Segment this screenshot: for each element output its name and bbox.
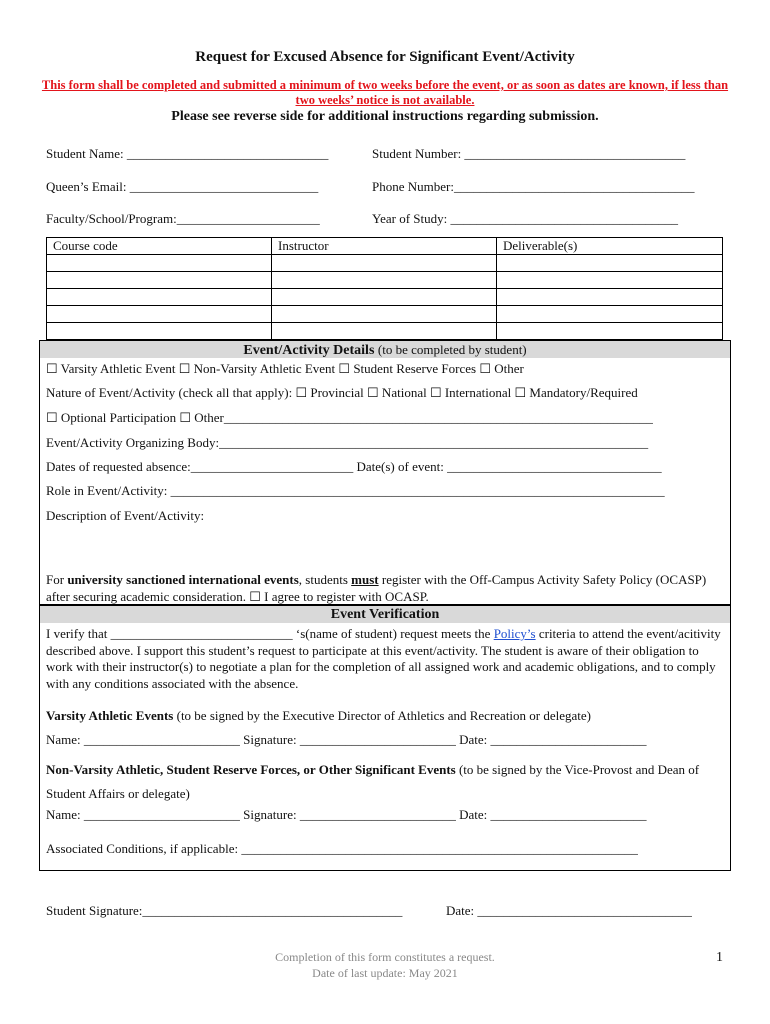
- instructor-header: Instructor: [272, 238, 497, 255]
- course-code-header: Course code: [47, 238, 272, 255]
- footer-line-2: Date of last update: May 2021: [312, 966, 458, 980]
- ocasp-text: , students: [298, 572, 352, 587]
- non-varsity-bold: Non-Varsity Athletic, Student Reserve Forces, or Other Significant Events: [46, 762, 456, 777]
- table-row[interactable]: [47, 255, 723, 272]
- table-cell[interactable]: [497, 323, 723, 340]
- submission-warning: This form shall be completed and submitted a minimum of two weeks before the event, or as soon as dates are known, if less than two weeks’ notice is not available.: [41, 78, 729, 107]
- non-varsity-signature-line[interactable]: Name: ________________________ Signature: ________________________ Date: ________________________: [46, 807, 647, 822]
- table-cell[interactable]: [497, 272, 723, 289]
- deliverables-header: Deliverable(s): [497, 238, 723, 255]
- ocasp-notice[interactable]: [46, 572, 726, 605]
- varsity-events-label: [46, 708, 591, 724]
- table-row[interactable]: [47, 272, 723, 289]
- table-cell[interactable]: [47, 289, 272, 306]
- associated-conditions-field[interactable]: Associated Conditions, if applicable: _____________________________________________________________: [46, 841, 638, 856]
- table-row[interactable]: [47, 306, 723, 323]
- event-type-checkboxes[interactable]: ☐ Varsity Athletic Event ☐ Non-Varsity Athletic Event ☐ Student Reserve Forces ☐ Other: [46, 361, 524, 376]
- phone-number-field[interactable]: Phone Number:_____________________________________: [372, 179, 695, 194]
- non-varsity-note: (to be signed by the Vice-Provost and Dean of Student Affairs or delegate): [46, 762, 700, 801]
- table-cell[interactable]: [272, 272, 497, 289]
- table-row[interactable]: [47, 289, 723, 306]
- table-cell[interactable]: [47, 255, 272, 272]
- student-date-field[interactable]: Date: _________________________________: [446, 903, 692, 918]
- table-cell[interactable]: [272, 306, 497, 323]
- dates-field[interactable]: Dates of requested absence:_________________________ Date(s) of event: _________________________________: [46, 459, 662, 474]
- ocasp-bold-text: university sanctioned international events: [67, 572, 299, 587]
- course-table: [46, 237, 723, 340]
- verification-text: criteria to attend the event/acitivity described above. I support this student’s request to participate at this event/activity. The student is aware of their obligation to work with their instructor(s) to negotiate a plan for the completion of all assigned work and academic obligations, and to comply with any conditions associated with the absence.: [46, 626, 721, 691]
- optional-participation-checkboxes[interactable]: ☐ Optional Participation ☐ Other__________________________________________________________________: [46, 410, 653, 425]
- table-cell[interactable]: [497, 306, 723, 323]
- student-signature-field[interactable]: Student Signature:________________________________________: [46, 903, 403, 918]
- student-number-field[interactable]: Student Number: __________________________________: [372, 146, 686, 161]
- faculty-program-field[interactable]: Faculty/School/Program:______________________: [46, 211, 320, 226]
- role-field[interactable]: Role in Event/Activity: ____________________________________________________________________________: [46, 483, 665, 498]
- reverse-side-note: Please see reverse side for additional instructions regarding submission.: [171, 109, 599, 124]
- event-details-note: (to be completed by student): [377, 342, 527, 357]
- table-row[interactable]: [47, 323, 723, 340]
- event-nature-checkboxes[interactable]: Nature of Event/Activity (check all that apply): ☐ Provincial ☐ National ☐ International ☐ Mandatory/Required: [46, 385, 638, 400]
- organizing-body-field[interactable]: Event/Activity Organizing Body:__________________________________________________________________: [46, 435, 649, 450]
- footer-line-1: Completion of this form constitutes a request.: [275, 950, 495, 964]
- student-name-field[interactable]: Student Name: _______________________________: [46, 146, 329, 161]
- table-cell[interactable]: [47, 272, 272, 289]
- varsity-signature-line[interactable]: Name: ________________________ Signature: ________________________ Date: ________________________: [46, 732, 647, 747]
- table-cell[interactable]: [497, 289, 723, 306]
- table-cell[interactable]: [272, 289, 497, 306]
- verification-text: I verify that ____________________________ ‘s(name of student) request meets the: [46, 626, 494, 641]
- varsity-note: (to be signed by the Executive Director of Athletics and Recreation or delegate): [173, 708, 592, 723]
- non-varsity-events-label: [46, 758, 726, 806]
- table-header-row: [47, 238, 723, 255]
- ocasp-text: For: [46, 572, 68, 587]
- table-cell[interactable]: [272, 323, 497, 340]
- ocasp-must-text: must: [351, 572, 379, 587]
- table-cell[interactable]: [47, 323, 272, 340]
- queens-email-field[interactable]: Queen’s Email: _____________________________: [46, 179, 319, 194]
- varsity-bold: Varsity Athletic Events: [46, 708, 174, 723]
- table-cell[interactable]: [497, 255, 723, 272]
- policy-link[interactable]: Policy’s: [493, 626, 536, 641]
- table-cell[interactable]: [272, 255, 497, 272]
- description-field[interactable]: Description of Event/Activity:: [46, 508, 205, 523]
- verification-statement: [46, 626, 726, 692]
- page-number: 1: [716, 950, 723, 965]
- form-title: Request for Excused Absence for Significant Event/Activity: [195, 49, 575, 65]
- event-details-heading: [40, 341, 730, 358]
- ocasp-agree-checkbox[interactable]: register with the Off-Campus Activity Safety Policy (OCASP) after securing academic consideration. ☐ I agree to register with OCASP.: [46, 572, 707, 604]
- event-details-title: Event/Activity Details: [243, 343, 375, 358]
- event-verification-heading: Event Verification: [40, 606, 730, 623]
- year-of-study-field[interactable]: Year of Study: ___________________________________: [372, 211, 678, 226]
- footer: [0, 949, 770, 981]
- table-cell[interactable]: [47, 306, 272, 323]
